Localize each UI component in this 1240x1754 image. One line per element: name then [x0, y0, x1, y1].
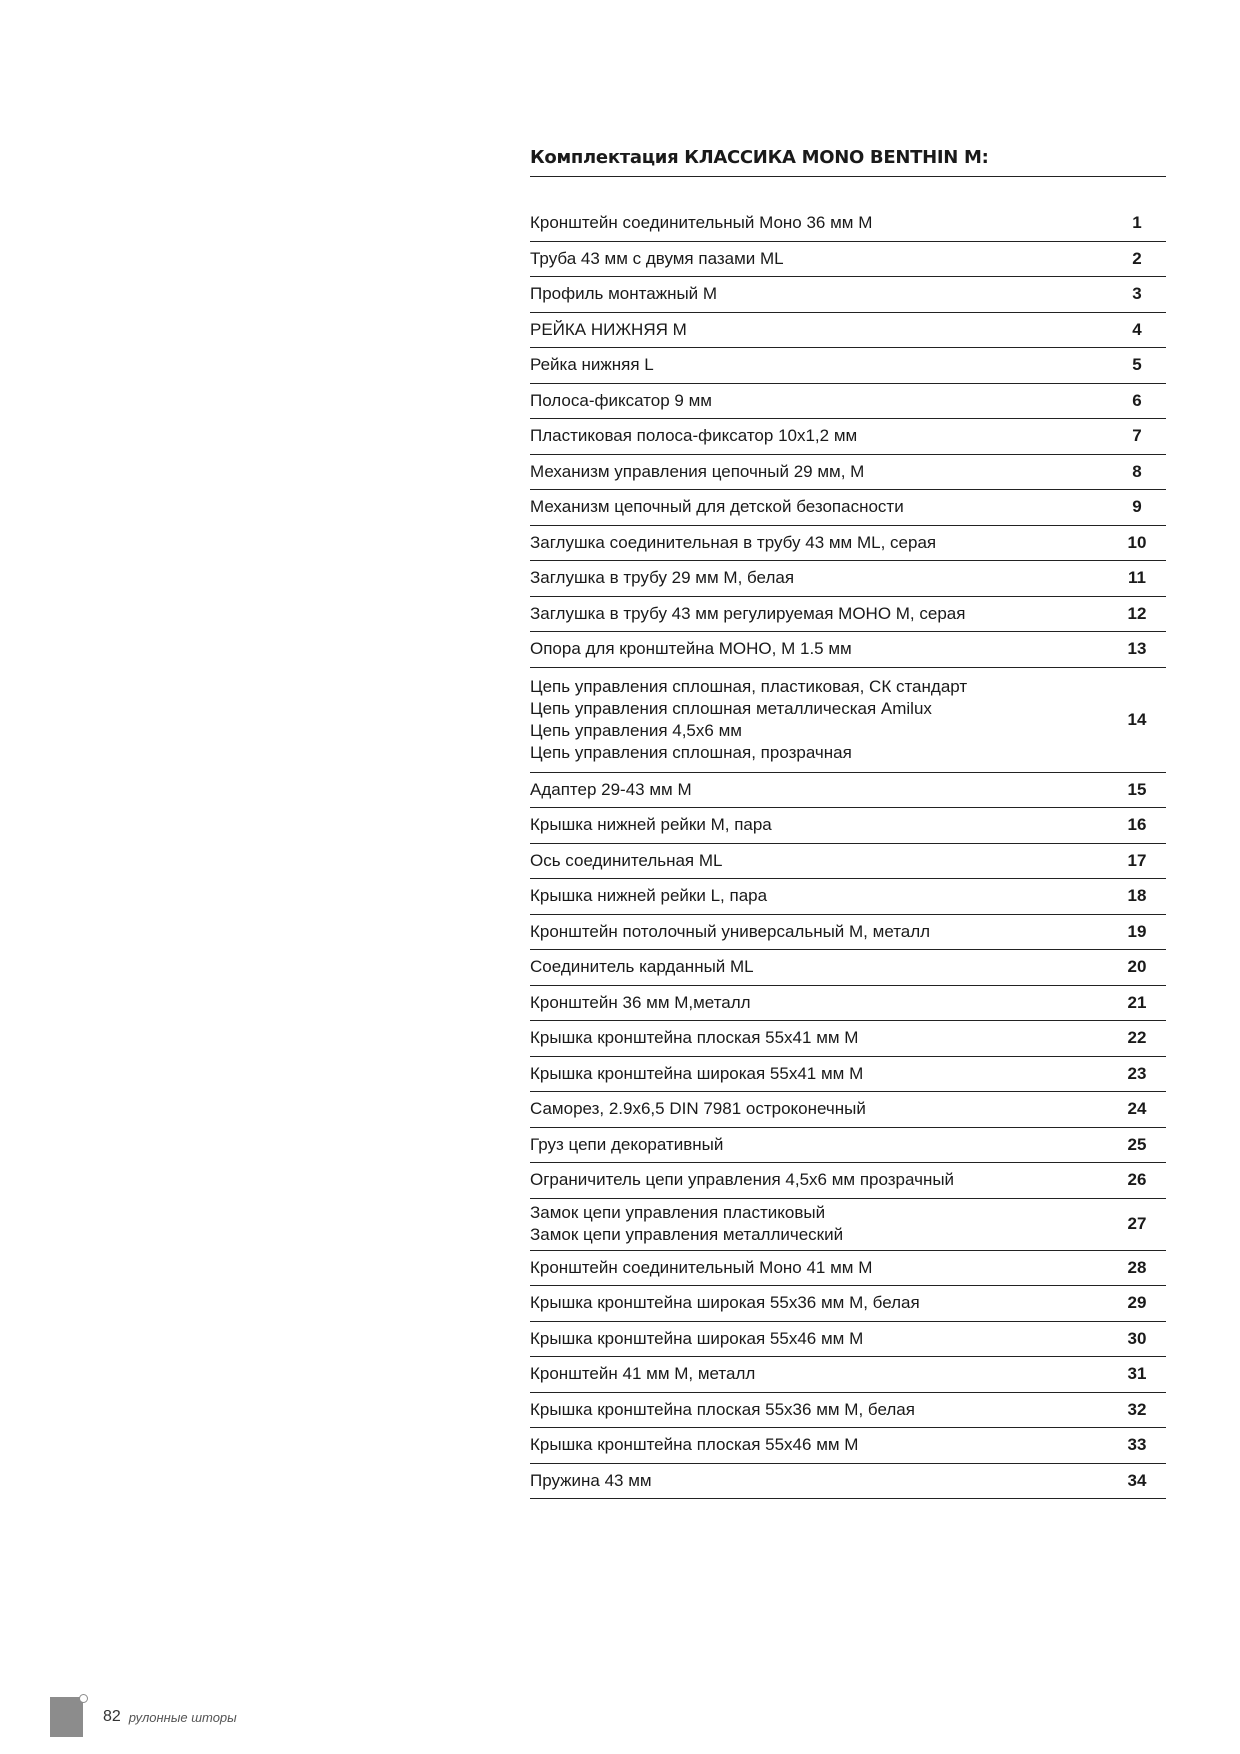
item-number: 21: [1104, 986, 1166, 1021]
item-name-line: Замок цепи управления пластиковый: [530, 1203, 826, 1222]
item-name-line: Опора для кронштейна МОНО, M 1.5 мм: [530, 639, 852, 659]
item-name-line: Кронштейн соединительный Моно 41 мм M: [530, 1257, 873, 1277]
item-number: 4: [1104, 313, 1166, 348]
item-name: [530, 283, 1104, 305]
item-name: [530, 779, 1104, 801]
table-row: [530, 526, 1166, 562]
item-number: 3: [1104, 277, 1166, 312]
item-number: 17: [1104, 844, 1166, 879]
item-name: [530, 496, 1104, 518]
table-row: [530, 1092, 1166, 1128]
item-number: 34: [1104, 1464, 1166, 1499]
table-row: [530, 490, 1166, 526]
item-number: 25: [1104, 1128, 1166, 1163]
item-name: [530, 425, 1104, 447]
table-row: [530, 419, 1166, 455]
item-name-line: Пластиковая полоса-фиксатор 10х1,2 мм: [530, 426, 858, 446]
item-name: [530, 212, 1104, 234]
item-name-line: РЕЙКА НИЖНЯЯ M: [530, 319, 687, 339]
item-number: 8: [1104, 455, 1166, 490]
item-name-line: Заглушка в трубу 29 мм M, белая: [530, 568, 795, 588]
item-name: [530, 532, 1104, 554]
item-number: 12: [1104, 597, 1166, 632]
item-name: [530, 390, 1104, 412]
item-number: 22: [1104, 1021, 1166, 1056]
item-number: 18: [1104, 879, 1166, 914]
table-row: [530, 879, 1166, 915]
item-number: 31: [1104, 1357, 1166, 1392]
item-number: 15: [1104, 773, 1166, 808]
item-name: [530, 1257, 1104, 1279]
item-name-line: Крышка кронштейна широкая 55х36 мм M, белая: [530, 1293, 920, 1313]
item-number: 19: [1104, 915, 1166, 950]
table-row: [530, 986, 1166, 1022]
item-name-line: Механизм управления цепочный 29 мм, M: [530, 461, 865, 481]
item-name-line: Крышка нижней рейки M, пара: [530, 815, 772, 835]
table-row: [530, 668, 1166, 773]
table-row: [530, 242, 1166, 278]
item-name: [530, 814, 1104, 836]
item-name: [530, 248, 1104, 270]
item-name-line: Ограничитель цепи управления 4,5х6 мм прозрачный: [530, 1170, 955, 1190]
components-table: [530, 206, 1166, 1499]
item-name-line: Соединитель карданный ML: [530, 957, 754, 977]
item-name: [530, 956, 1104, 978]
item-name: [530, 1202, 1104, 1246]
item-name-line: Цепь управления сплошная металлическая Amilux: [530, 698, 932, 718]
item-name-line: Полоса-фиксатор 9 мм: [530, 390, 712, 410]
item-name-line: Кронштейн 36 мм M,металл: [530, 992, 751, 1012]
table-row: [530, 950, 1166, 986]
item-number: 30: [1104, 1322, 1166, 1357]
item-number: 32: [1104, 1393, 1166, 1428]
item-name-line: Ось соединительная ML: [530, 850, 723, 870]
item-number: 26: [1104, 1163, 1166, 1198]
item-name-line: Кронштейн соединительный Моно 36 мм M: [530, 213, 873, 233]
item-number: 14: [1104, 668, 1166, 772]
table-row: [530, 1021, 1166, 1057]
table-row: [530, 1428, 1166, 1464]
components-sheet: [530, 146, 1166, 1499]
table-row: [530, 1393, 1166, 1429]
item-name: [530, 461, 1104, 483]
table-row: [530, 384, 1166, 420]
item-name: [530, 1063, 1104, 1085]
spacer: [530, 177, 1166, 206]
item-name-line: Крышка кронштейна плоская 55х36 мм M, белая: [530, 1399, 915, 1419]
item-name-line: Цепь управления 4,5х6 мм: [530, 720, 742, 740]
item-number: 27: [1104, 1199, 1166, 1250]
item-name-line: Адаптер 29-43 мм M: [530, 779, 692, 799]
footer-tab-icon: [50, 1697, 83, 1737]
item-number: 10: [1104, 526, 1166, 561]
table-row: [530, 597, 1166, 633]
table-row: [530, 1357, 1166, 1393]
table-row: [530, 1464, 1166, 1500]
item-name: [530, 1027, 1104, 1049]
item-name-line: Рейка нижняя L: [530, 355, 654, 375]
item-name-line: Заглушка в трубу 43 мм регулируемая МОНО M, серая: [530, 603, 966, 623]
item-name-line: Крышка кронштейна широкая 55х41 мм M: [530, 1063, 864, 1083]
item-number: 33: [1104, 1428, 1166, 1463]
table-row: [530, 348, 1166, 384]
ring-icon: [79, 1694, 88, 1703]
item-number: 11: [1104, 561, 1166, 596]
table-row: [530, 455, 1166, 491]
table-row: [530, 1286, 1166, 1322]
item-name-line: Груз цепи декоративный: [530, 1134, 724, 1154]
table-row: [530, 773, 1166, 809]
item-name: [530, 1363, 1104, 1385]
table-row: [530, 844, 1166, 880]
item-number: 28: [1104, 1251, 1166, 1286]
item-name: [530, 319, 1104, 341]
item-name-line: Пружина 43 мм: [530, 1470, 652, 1490]
item-number: 9: [1104, 490, 1166, 525]
table-row: [530, 1057, 1166, 1093]
item-name: [530, 567, 1104, 589]
item-name: [530, 676, 1104, 764]
item-name-line: Крышка кронштейна плоская 55х46 мм M: [530, 1435, 859, 1455]
item-name: [530, 885, 1104, 907]
table-row: [530, 1199, 1166, 1251]
item-number: 7: [1104, 419, 1166, 454]
item-name: [530, 992, 1104, 1014]
table-row: [530, 632, 1166, 668]
table-row: [530, 277, 1166, 313]
table-row: [530, 206, 1166, 242]
item-name-line: Крышка кронштейна широкая 55х46 мм M: [530, 1328, 864, 1348]
item-name-line: Кронштейн потолочный универсальный M, металл: [530, 921, 931, 941]
item-name-line: Крышка кронштейна плоская 55х41 мм M: [530, 1028, 859, 1048]
item-name-line: Профиль монтажный M: [530, 284, 718, 304]
item-name: [530, 1470, 1104, 1492]
item-number: 29: [1104, 1286, 1166, 1321]
section-label: рулонные шторы: [128, 1709, 237, 1725]
item-name: [530, 1292, 1104, 1314]
table-row: [530, 1251, 1166, 1287]
item-name: [530, 921, 1104, 943]
item-number: 20: [1104, 950, 1166, 985]
item-number: 16: [1104, 808, 1166, 843]
item-number: 24: [1104, 1092, 1166, 1127]
table-row: [530, 808, 1166, 844]
table-row: [530, 1163, 1166, 1199]
item-number: 6: [1104, 384, 1166, 419]
page-footer: [50, 1697, 237, 1737]
item-name-line: Замок цепи управления металлический: [530, 1225, 844, 1244]
item-number: 2: [1104, 242, 1166, 277]
item-name: [530, 1434, 1104, 1456]
item-name-line: Цепь управления сплошная, прозрачная: [530, 742, 852, 762]
item-number: 13: [1104, 632, 1166, 667]
item-name: [530, 638, 1104, 660]
table-row: [530, 915, 1166, 951]
item-name-line: Крышка нижней рейки L, пара: [530, 886, 768, 906]
table-row: [530, 1322, 1166, 1358]
item-name-line: Цепь управления сплошная, пластиковая, СК стандарт: [530, 676, 968, 696]
table-row: [530, 561, 1166, 597]
item-name-line: Заглушка соединительная в трубу 43 мм ML, серая: [530, 532, 937, 552]
item-name: [530, 850, 1104, 872]
table-row: [530, 1128, 1166, 1164]
item-number: 23: [1104, 1057, 1166, 1092]
item-name-line: Труба 43 мм с двумя пазами ML: [530, 248, 784, 268]
item-name-line: Кронштейн 41 мм M, металл: [530, 1364, 756, 1384]
item-name: [530, 1098, 1104, 1120]
page-title: Комплектация КЛАССИКА MONO BENTHIN M:: [530, 146, 1166, 177]
table-row: [530, 313, 1166, 349]
item-name: [530, 1134, 1104, 1156]
item-name: [530, 354, 1104, 376]
item-name-line: Саморез, 2.9х6,5 DIN 7981 остроконечный: [530, 1099, 866, 1119]
item-name: [530, 1328, 1104, 1350]
item-number: 5: [1104, 348, 1166, 383]
item-name: [530, 1169, 1104, 1191]
item-number: 1: [1104, 206, 1166, 241]
page-number: 82: [103, 1708, 121, 1725]
item-name: [530, 603, 1104, 625]
item-name: [530, 1399, 1104, 1421]
item-name-line: Механизм цепочный для детской безопасности: [530, 497, 904, 517]
